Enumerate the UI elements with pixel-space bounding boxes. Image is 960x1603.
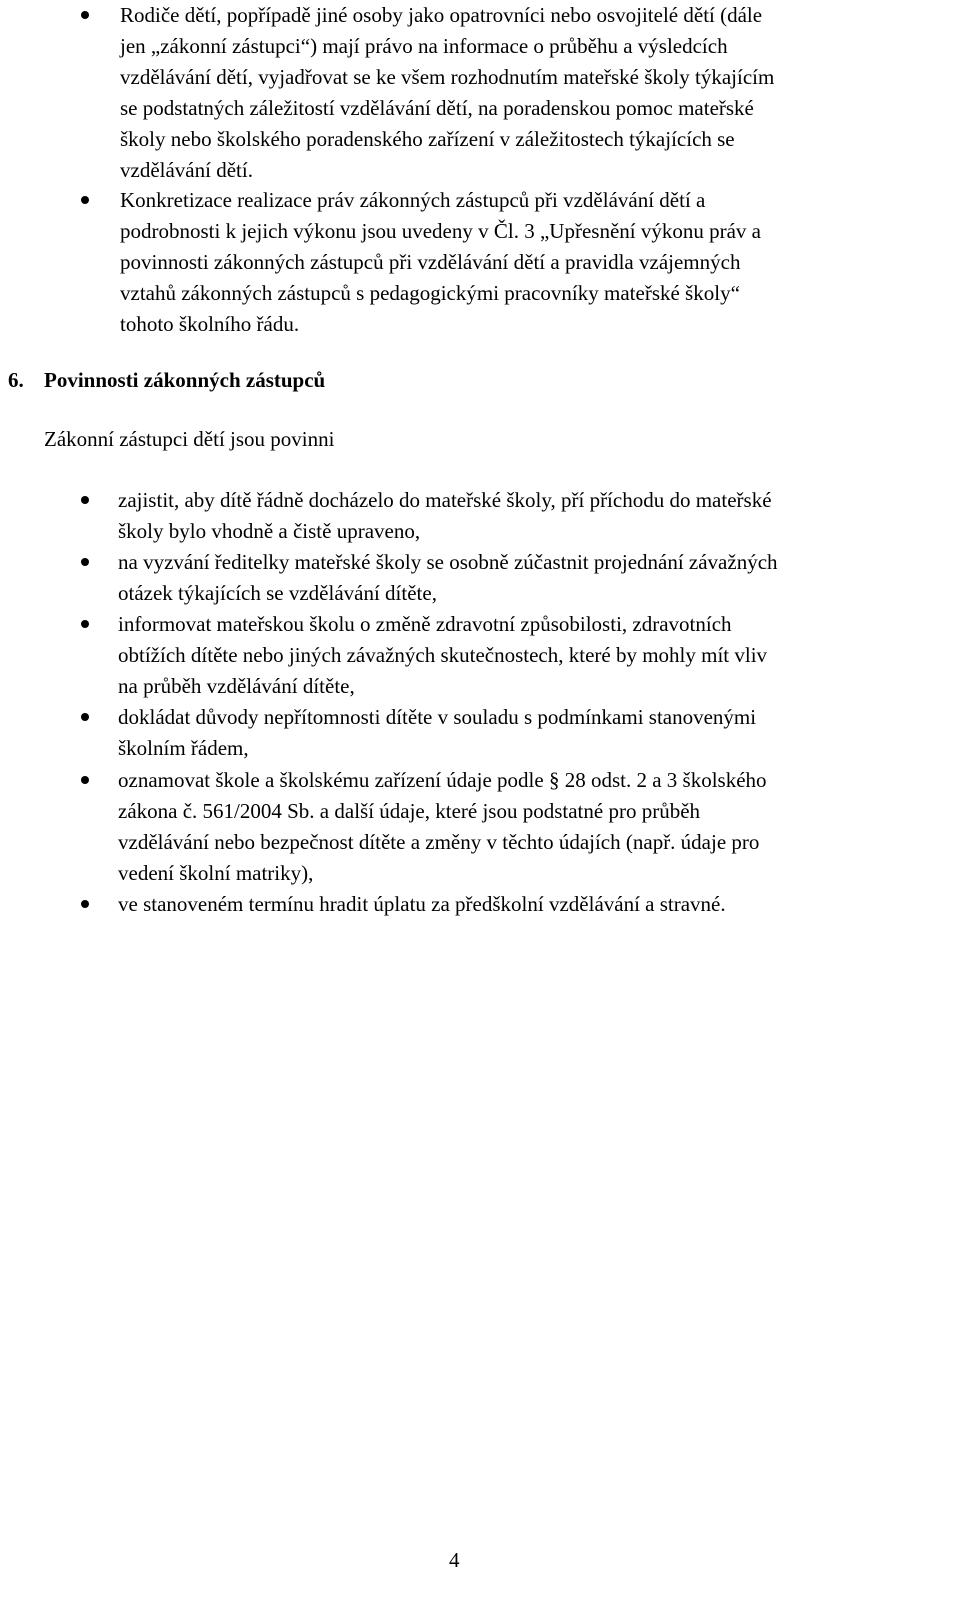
list-item: dokládat důvody nepřítomnosti dítěte v souladu s podmínkami stanovenými školním řádem, — [118, 705, 757, 760]
bullet-icon — [81, 900, 89, 908]
page-number: 4 — [449, 1548, 460, 1572]
list-item: ve stanoveném termínu hradit úplatu za předškolní vzdělávání a stravné. — [118, 892, 726, 916]
bullet-icon — [81, 196, 89, 204]
bullet-icon — [81, 776, 89, 784]
list-item: zajistit, aby dítě řádně docházelo do mateřské školy, pří příchodu do mateřské školy bylo vhodně a čistě upraveno, — [118, 488, 772, 543]
list-item: na vyzvání ředitelky mateřské školy se osobně zúčastnit projednání závažných otázek týkajících se vzdělávání dítěte, — [118, 550, 778, 605]
list-item: Rodiče dětí, popřípadě jiné osoby jako opatrovníci nebo osvojitelé dětí (dále jen „zákonní zástupci“) mají právo na informace o průběhu a výsledcích vzdělávání dětí, vyjadřovat se ke všem rozhodnutím mateřské školy týkajícím se podstatných záležitostí vzdělávání dětí, na poradenskou pomoc mateřské školy nebo školského poradenského zařízení v záležitostech týkajících se vzdělávání dětí. — [120, 3, 775, 182]
section-intro: Zákonní zástupci dětí jsou povinni — [44, 427, 335, 451]
bullet-icon — [81, 620, 89, 628]
section-heading — [8, 365, 325, 396]
bullet-icon — [81, 11, 89, 19]
bullet-icon — [81, 713, 89, 721]
list-item: informovat mateřskou školu o změně zdravotní způsobilosti, zdravotních obtížích dítěte nebo jiných závažných skutečnostech, které by mohly mít vliv na průběh vzdělávání dítěte, — [118, 612, 768, 698]
list-item: oznamovat škole a školskému zařízení údaje podle § 28 odst. 2 a 3 školského zákona č. 561/2004 Sb. a další údaje, které jsou podstatné pro průběh vzdělávání nebo bezpečnost dítěte a změny v těchto údajích (např. údaje pro vedení školní matriky), — [118, 768, 767, 885]
bullet-icon — [81, 496, 89, 504]
section-number: 6. — [8, 368, 24, 392]
bullet-icon — [81, 558, 89, 566]
section-title: Povinnosti zákonných zástupců — [44, 368, 326, 392]
list-item: Konkretizace realizace práv zákonných zástupců při vzdělávání dětí a podrobnosti k jejich výkonu jsou uvedeny v Čl. 3 „Upřesnění výkonu práv a povinnosti zákonných zástupců při vzdělávání dětí a pravidla vzájemných vztahů zákonných zástupců s pedagogickými pracovníky mateřské školy“ tohoto školního řádu. — [120, 188, 761, 336]
